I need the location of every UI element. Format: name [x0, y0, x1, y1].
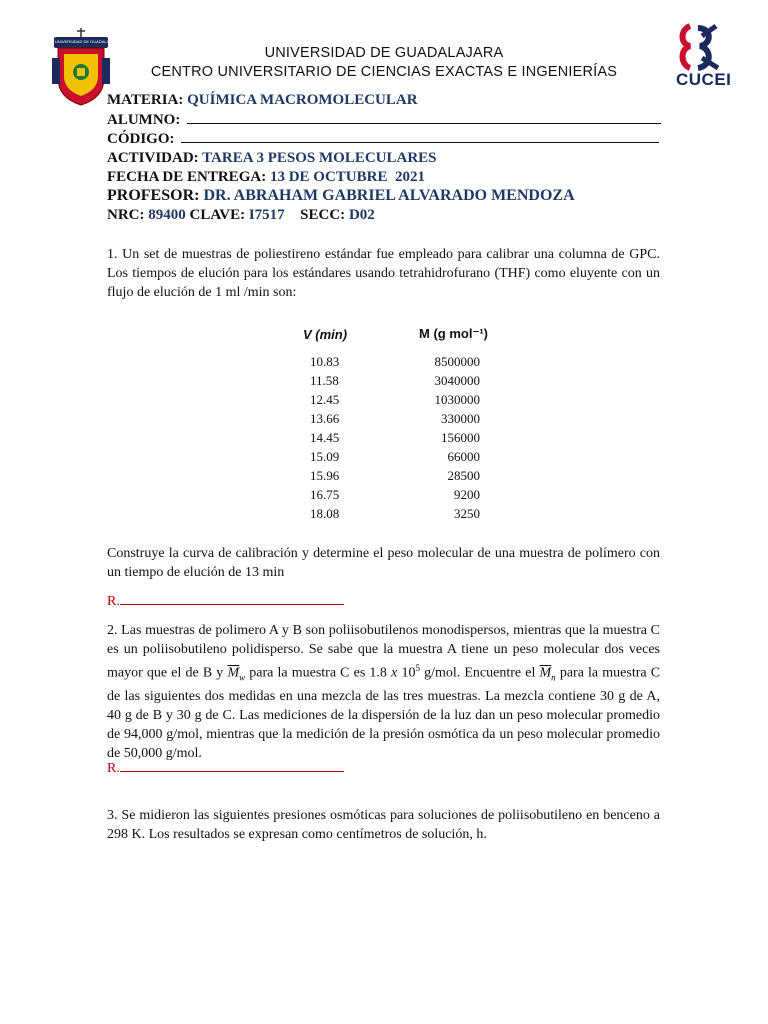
molar-mass-cell: 8500000	[434, 353, 480, 369]
mn-subscript: n	[551, 672, 556, 683]
answer-1-underline[interactable]	[120, 592, 344, 605]
molar-mass-cell: 28500	[447, 467, 480, 483]
materia-row	[107, 92, 418, 109]
answer-1-label: R.	[107, 594, 120, 609]
nrc-row	[107, 207, 375, 224]
fecha-row	[107, 169, 425, 186]
elution-time-cell: 16.75	[310, 486, 340, 502]
molar-mass-cell: 330000	[441, 410, 480, 426]
q2-text-b: para la muestra C es 1.8	[249, 665, 387, 681]
question-2-text	[107, 621, 660, 763]
elution-time-cell: 18.08	[310, 505, 340, 521]
table-row	[290, 485, 488, 504]
molar-mass-cell: 3040000	[434, 372, 480, 388]
elution-time-cell: 10.83	[310, 353, 340, 369]
alumno-blank-line	[187, 111, 661, 124]
university-name: UNIVERSIDAD DE GUADALAJARA	[264, 45, 504, 61]
mw-symbol: $\overline{M}$	[227, 665, 240, 681]
ten-base: 10	[401, 665, 416, 681]
mw-subscript: w	[239, 672, 246, 683]
answer-2-line[interactable]	[107, 759, 344, 777]
codigo-blank-line	[181, 130, 659, 143]
nrc-label: NRC:	[107, 207, 145, 223]
codigo-row	[107, 130, 659, 148]
col-header-m: M (g mol⁻¹)	[419, 326, 488, 341]
codigo-label: CÓDIGO:	[107, 131, 175, 147]
molar-mass-cell: 3250	[454, 505, 480, 521]
table-row	[290, 447, 488, 466]
elution-time-cell: 15.96	[310, 467, 340, 483]
materia-value: QUÍMICA MACROMOLECULAR	[187, 92, 418, 108]
question-1-instruction: Construye la curva de calibración y determine el peso molecular de una muestra de polímero con un tiempo de elución de 13 min	[107, 546, 660, 580]
question-3-text: 3. Se midieron las siguientes presiones osmóticas para soluciones de poliisobutileno en benceno a 298 K. Los resultados se expresan como centímetros de solución, h.	[107, 808, 660, 842]
exponent: 5	[415, 663, 420, 673]
elution-time-cell: 11.58	[310, 372, 339, 388]
molar-mass-cell: 156000	[441, 429, 480, 445]
center-name: CENTRO UNIVERSITARIO DE CIENCIAS EXACTAS E INGENIERÍAS	[150, 64, 618, 80]
profesor-label: PROFESOR:	[107, 187, 200, 204]
q2-text-d: para la muestra C de las siguientes dos medidas en una mezcla de las tres muestras. La mezcla contiene 30 g de A, 40 g de B y 30 g de C. Las mediciones de la dispersión de la luz dan un peso molecular promedio de 94,000 g/mol, mientras que la medición de la presión osmótica da un peso molecular promedio de 50,000 g/mol.	[107, 665, 661, 762]
elution-time-cell: 13.66	[310, 410, 340, 426]
alumno-label: ALUMNO:	[107, 112, 181, 128]
q2-text-a: 2. Las muestras de polimero A y B son poliisobutilenos monodispersos, mientras que la muestra C es un poliisobutileno polidisperso. Se sabe que la muestra A tiene un peso molecular dos veces mayor que el de B y	[107, 623, 660, 681]
table-row	[290, 504, 488, 523]
molar-mass-cell: 1030000	[434, 391, 480, 407]
fecha-value: 13 DE OCTUBRE 2021	[269, 169, 425, 185]
clave-value: I7517	[248, 207, 285, 223]
actividad-value: TAREA 3 PESOS MOLECULARES	[202, 150, 437, 166]
table-row	[290, 428, 488, 447]
cucei-wordmark: CUCEI	[676, 70, 732, 89]
secc-label: SECC:	[300, 207, 346, 223]
molar-mass-cell: 66000	[447, 448, 480, 464]
table-row	[290, 466, 488, 485]
crest-lettering: UNIVERSIDAD DE GUADALAJARA	[55, 39, 120, 44]
materia-label: MATERIA:	[107, 92, 184, 108]
nrc-value: 89400	[148, 207, 186, 223]
fecha-label: FECHA DE ENTREGA:	[107, 169, 267, 185]
secc-value: D02	[348, 207, 375, 223]
actividad-label: ACTIVIDAD:	[107, 150, 199, 166]
answer-2-underline[interactable]	[120, 759, 344, 772]
times-symbol: x	[391, 665, 398, 681]
alumno-row	[107, 111, 661, 129]
profesor-row	[107, 187, 575, 205]
q2-text-c: g/mol. Encuentre el	[424, 665, 536, 681]
table-row	[290, 371, 488, 390]
answer-1-line[interactable]	[107, 592, 344, 610]
elution-time-cell: 12.45	[310, 391, 340, 407]
question-1-text: 1. Un set de muestras de poliestireno estándar fue empleado para calibrar una columna de GPC. Los tiempos de elución para los estándares usando tetrahidrofurano (THF) como eluyente con un flujo de elución de 1 ml /min son:	[107, 247, 660, 300]
table-row	[290, 409, 488, 428]
col-header-v: V (min)	[303, 326, 348, 342]
profesor-value: DR. ABRAHAM GABRIEL ALVARADO MENDOZA	[203, 187, 575, 204]
clave-label: CLAVE:	[189, 207, 246, 223]
table-row	[290, 390, 488, 409]
mn-symbol: $\overline{M}$	[539, 665, 552, 681]
elution-time-cell: 14.45	[310, 429, 340, 445]
table-row	[290, 352, 488, 371]
actividad-row	[107, 150, 437, 167]
gpc-calibration-table	[290, 326, 488, 523]
answer-2-label: R.	[107, 761, 120, 776]
molar-mass-cell: 9200	[454, 486, 480, 502]
elution-time-cell: 15.09	[310, 448, 340, 464]
